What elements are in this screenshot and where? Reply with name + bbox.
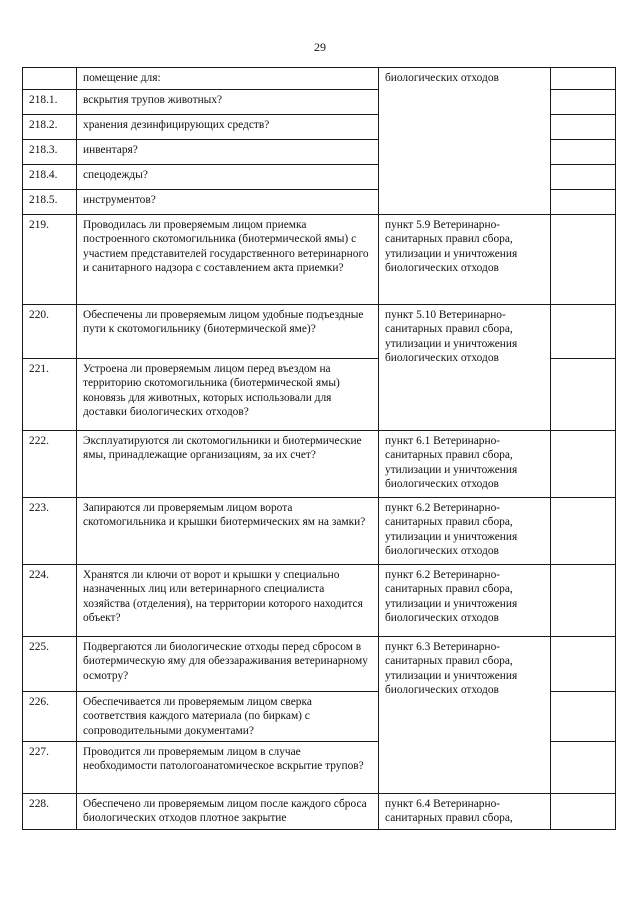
answer-cell xyxy=(551,140,616,165)
item-number: 218.4. xyxy=(23,165,77,190)
question-text: Обеспечивается ли проверяемым лицом сверка соответствия каждого материала (по биркам) с сопроводительными документами? xyxy=(77,692,379,742)
table-row xyxy=(23,637,616,692)
reference-text: пункт 6.1 Ветеринарно-санитарных правил сбора, утилизации и уничтожения биологических отходов xyxy=(379,431,551,498)
table-row xyxy=(23,565,616,637)
item-number xyxy=(23,68,77,90)
item-number: 218.3. xyxy=(23,140,77,165)
reference-text: пункт 6.2 Ветеринарно-санитарных правил сбора, утилизации и уничтожения биологических отходов xyxy=(379,565,551,637)
item-number: 220. xyxy=(23,305,77,359)
question-text: Обеспечены ли проверяемым лицом удобные подъездные пути к скотомогильнику (биотермической яме)? xyxy=(77,305,379,359)
question-text: помещение для: xyxy=(77,68,379,90)
question-text: вскрытия трупов животных? xyxy=(77,90,379,115)
question-text: Обеспечено ли проверяемым лицом после каждого сброса биологических отходов плотное закрытие xyxy=(77,794,379,830)
answer-cell xyxy=(551,215,616,305)
item-number: 218.2. xyxy=(23,115,77,140)
table-row xyxy=(23,431,616,498)
answer-cell xyxy=(551,498,616,565)
answer-cell xyxy=(551,692,616,742)
question-text: инструментов? xyxy=(77,190,379,215)
reference-text: пункт 6.4 Ветеринарно-санитарных правил сбора, xyxy=(379,794,551,830)
reference-text: биологических отходов xyxy=(379,68,551,215)
reference-text: пункт 5.9 Ветеринарно-санитарных правил сбора, утилизации и уничтожения биологических отходов xyxy=(379,215,551,305)
question-text: Проводилась ли проверяемым лицом приемка построенного скотомогильника (биотермической ямы) с участием представителей государственного ветеринарного и санитарного надзора с составлением акта приемки? xyxy=(77,215,379,305)
question-text: Запираются ли проверяемым лицом ворота скотомогильника и крышки биотермических ям на замки? xyxy=(77,498,379,565)
table-row xyxy=(23,68,616,90)
answer-cell xyxy=(551,190,616,215)
question-text: Проводится ли проверяемым лицом в случае необходимости патологоанатомическое вскрытие трупов? xyxy=(77,742,379,794)
answer-cell xyxy=(551,68,616,90)
reference-text: пункт 6.3 Ветеринарно-санитарных правил сбора, утилизации и уничтожения биологических отходов xyxy=(379,637,551,794)
item-number: 221. xyxy=(23,359,77,431)
question-text: Эксплуатируются ли скотомогильники и биотермические ямы, принадлежащие организациям, за их счет? xyxy=(77,431,379,498)
item-number: 227. xyxy=(23,742,77,794)
answer-cell xyxy=(551,90,616,115)
question-text: спецодежды? xyxy=(77,165,379,190)
answer-cell xyxy=(551,359,616,431)
answer-cell xyxy=(551,565,616,637)
page-number: 29 xyxy=(314,40,326,54)
item-number: 226. xyxy=(23,692,77,742)
answer-cell xyxy=(551,431,616,498)
item-number: 218.1. xyxy=(23,90,77,115)
table-row xyxy=(23,498,616,565)
item-number: 222. xyxy=(23,431,77,498)
answer-cell xyxy=(551,742,616,794)
item-number: 219. xyxy=(23,215,77,305)
item-number: 218.5. xyxy=(23,190,77,215)
question-text: Хранятся ли ключи от ворот и крышки у специально назначенных лиц или ветеринарного специалиста хозяйства (отделения), на территории которого находится объект? xyxy=(77,565,379,637)
question-text: Устроена ли проверяемым лицом перед въездом на территорию скотомогильника (биотермической ямы) коновязь для животных, которых использовали для доставки биологических отходов? xyxy=(77,359,379,431)
table-row xyxy=(23,305,616,359)
answer-cell xyxy=(551,637,616,692)
item-number: 224. xyxy=(23,565,77,637)
item-number: 223. xyxy=(23,498,77,565)
checklist-table xyxy=(22,67,616,830)
answer-cell xyxy=(551,165,616,190)
item-number: 228. xyxy=(23,794,77,830)
answer-cell xyxy=(551,305,616,359)
answer-cell xyxy=(551,115,616,140)
reference-text: пункт 5.10 Ветеринарно-санитарных правил сбора, утилизации и уничтожения биологических отходов xyxy=(379,305,551,431)
table-row xyxy=(23,215,616,305)
reference-text: пункт 6.2 Ветеринарно-санитарных правил сбора, утилизации и уничтожения биологических отходов xyxy=(379,498,551,565)
question-text: хранения дезинфицирующих средств? xyxy=(77,115,379,140)
table-row xyxy=(23,794,616,830)
question-text: инвентаря? xyxy=(77,140,379,165)
answer-cell xyxy=(551,794,616,830)
item-number: 225. xyxy=(23,637,77,692)
question-text: Подвергаются ли биологические отходы перед сбросом в биотермическую яму для обеззараживания ветеринарному осмотру? xyxy=(77,637,379,692)
